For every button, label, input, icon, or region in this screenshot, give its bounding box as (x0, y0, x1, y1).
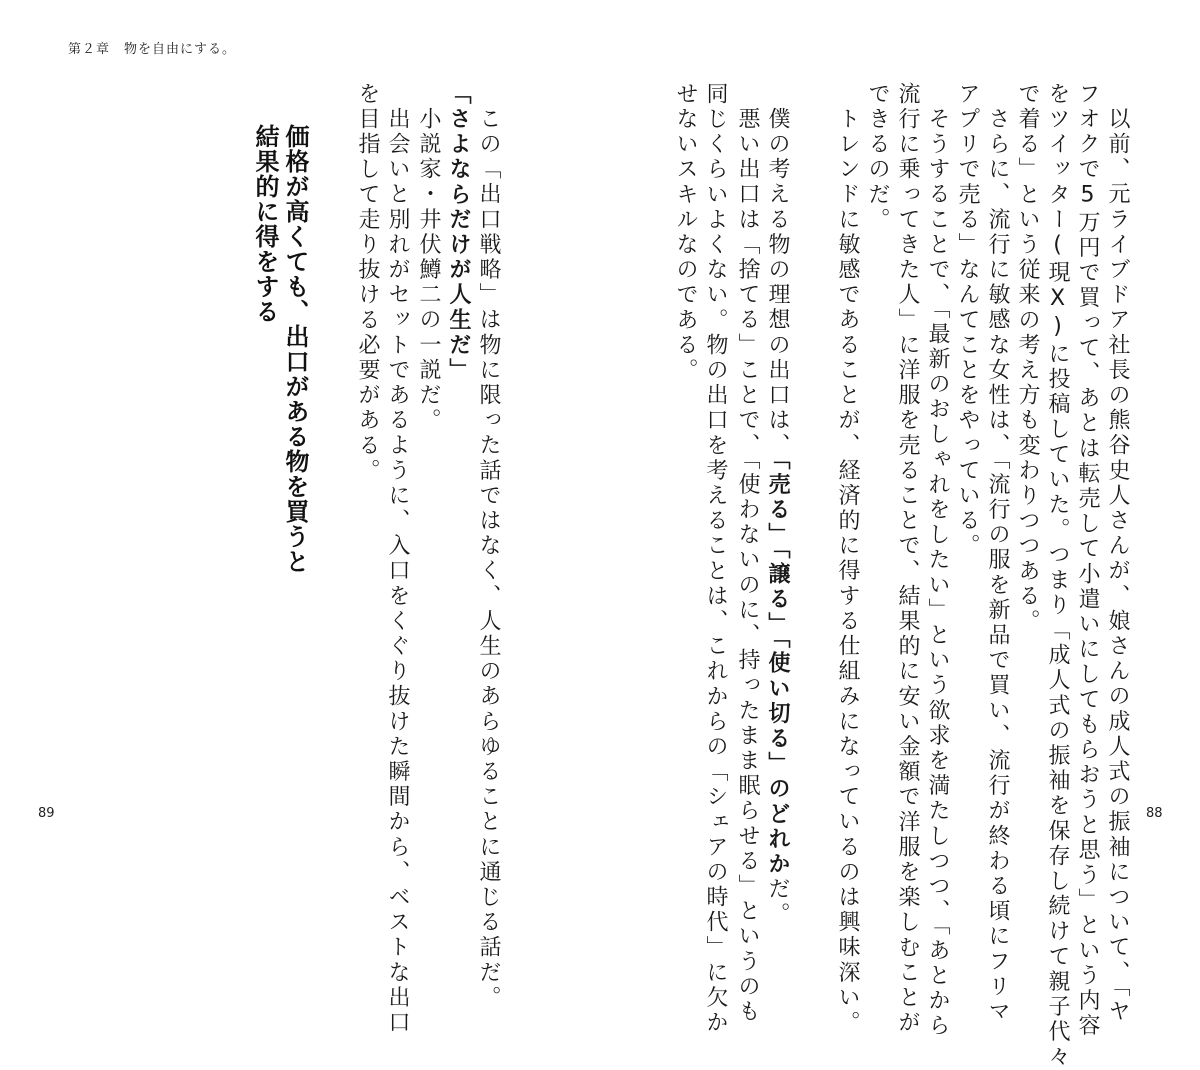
heading-line: 価格が高くても、出口がある物を買うと (281, 124, 309, 574)
body-text: できるのだ。 (865, 82, 890, 233)
body-text: アプリで売る」なんてことをやっている。 (955, 82, 980, 559)
text-column (473, 82, 503, 1011)
text-column (352, 82, 382, 484)
text-column (382, 82, 412, 1036)
text-column (982, 82, 1012, 1025)
body-text: フオクで5万円で買って、あとは転売して小遣いにしてもらおうと思う」という内容 (1075, 82, 1100, 1039)
text-column (952, 82, 982, 559)
page-number-right: 88 (1146, 806, 1163, 821)
body-text: 小説家・井伏鱒二の一説だ。 (416, 107, 441, 434)
text-column (700, 82, 730, 1036)
text-column (443, 82, 473, 383)
body-text: 出会いと別れがセットであるように、入口をくぐり抜けた瞬間から、ベストな出口 (385, 107, 410, 1036)
body-text: 以前、元ライブドア社長の熊谷史人さんが、娘さんの成人式の振袖について、「ヤ (1105, 107, 1130, 1025)
running-head: 第２章 物を自由にする。 (68, 42, 237, 57)
body-text: を目指して走り抜ける必要がある。 (355, 82, 380, 484)
heading-line: 結果的に得をする (251, 124, 279, 324)
text-column (922, 82, 952, 1039)
text-column (413, 82, 443, 433)
body-text: トレンドに敏感であることが、経済的に得する仕組みになっているのは興味深い。 (835, 107, 860, 1036)
text-column (1012, 82, 1042, 634)
bold-text: 「さよならだけが人生だ」 (446, 82, 471, 384)
body-text: をツイッター(現X)に投稿していた。つまり「成人式の振袖を保存し続けて親子代々 (1045, 82, 1070, 1070)
body-text: だ。 (765, 877, 790, 928)
text-column (732, 82, 762, 1025)
page-number-left: 89 (38, 806, 55, 821)
text-column (862, 82, 892, 233)
text-column (762, 82, 792, 927)
text-column (1102, 82, 1132, 1025)
text-column (832, 82, 862, 1036)
text-column (1072, 82, 1102, 1039)
body-text: 同じくらいよくない。物の出口を考えることは、これからの「シェアの時代」に欠か (703, 82, 728, 1036)
body-text: さらに、流行に敏感な女性は、「流行の服を新品で買い、流行が終わる頃にフリマ (985, 107, 1010, 1025)
bold-text: 「売る」「譲る」「使い切る」のどれか (765, 458, 790, 878)
text-column (1042, 82, 1072, 1070)
body-text: そうすることで、「最新のおしゃれをしたい」という欲求を満たしつつ、「あとから (925, 107, 950, 1039)
body-text: 僕の考える物の理想の出口は、 (765, 107, 790, 459)
body-text: この「出口戦略」は物に限った話ではなく、人生のあらゆることに通じる話だ。 (476, 107, 501, 1011)
body-text: せないスキルなのである。 (673, 82, 698, 384)
body-text: で着る」という従来の考え方も変わりつつある。 (1015, 82, 1040, 635)
body-text: 悪い出口は「捨てる」ことで、「使わないのに、持ったまま眠らせる」というのも (735, 107, 760, 1025)
body-text: 流行に乗ってきた人」に洋服を売ることで、結果的に安い金額で洋服を楽しむことが (895, 82, 920, 1036)
text-column (670, 82, 700, 383)
text-column (892, 82, 922, 1036)
